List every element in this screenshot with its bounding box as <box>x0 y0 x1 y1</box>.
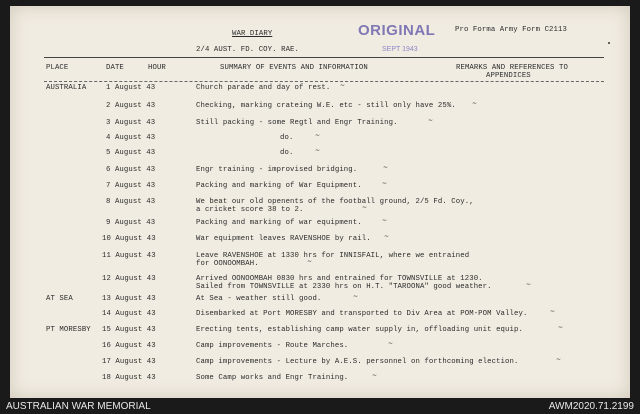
entry-date: 17 August 43 <box>102 358 156 366</box>
entry-summary-line: Packing and marking of War Equipment. <box>196 182 362 190</box>
initials-mark: ~ <box>388 340 394 347</box>
diary-page <box>10 6 630 398</box>
initials-mark: ~ <box>307 258 313 265</box>
entry-date: 5 August 43 <box>106 149 156 157</box>
entry-summary-line: Some Camp works and Engr Training. <box>196 374 349 382</box>
column-header-remarks: REMARKS AND REFERENCES TO <box>456 64 568 72</box>
diary-title: WAR DIARY <box>232 30 273 38</box>
original-stamp: ORIGINAL <box>358 22 436 39</box>
entry-summary-line: Church parade and day of rest. <box>196 84 331 92</box>
column-header-place: PLACE <box>46 64 69 72</box>
entry-summary-line: Engr training - improvised bridging. <box>196 166 358 174</box>
header-rule-top <box>44 57 604 58</box>
initials-mark: ~ <box>315 132 321 139</box>
initials-mark: ~ <box>340 82 346 89</box>
entry-summary-line: do. <box>280 149 294 157</box>
header-rule-bottom <box>44 81 604 82</box>
entry-date: 11 August 43 <box>102 252 156 260</box>
entry-place: PT MORESBY <box>46 326 91 334</box>
initials-mark: ~ <box>372 372 378 379</box>
entry-date: 4 August 43 <box>106 134 156 142</box>
initials-mark: ~ <box>428 117 434 124</box>
entry-place: AUSTRALIA <box>46 84 87 92</box>
footer-source: AUSTRALIAN WAR MEMORIAL <box>6 401 151 412</box>
initials-mark: ~ <box>382 180 388 187</box>
entry-date: 16 August 43 <box>102 342 156 350</box>
stamp-date: SEPT 1943 <box>382 46 418 53</box>
entry-summary-line: Leave RAVENSHOE at 1330 hrs for INNISFAIL, where we entrained <box>196 252 470 260</box>
entry-date: 2 August 43 <box>106 102 156 110</box>
column-header-appendices: APPENDICES <box>486 72 531 80</box>
entry-date: 8 August 43 <box>106 198 156 206</box>
entry-place: AT SEA <box>46 295 73 303</box>
initials-mark: ~ <box>362 204 368 211</box>
entry-summary-line: Erecting tents, establishing camp water supply in, offloading unit equip. <box>196 326 523 334</box>
initials-mark: ~ <box>526 281 532 288</box>
entry-date: 10 August 43 <box>102 235 156 243</box>
entry-summary-line: a cricket score 38 to 2. <box>196 206 304 214</box>
initials-mark: ~ <box>382 217 388 224</box>
initials-mark: ~ <box>472 100 478 107</box>
column-header-hour: HOUR <box>148 64 166 72</box>
entry-summary-line: Packing and marking of war equipment. <box>196 219 362 227</box>
entry-summary-line: Camp improvements - Route Marches. <box>196 342 349 350</box>
entry-summary-line: Camp improvements - Lecture by A.E.S. personnel on forthcoming election. <box>196 358 519 366</box>
initials-mark: ~ <box>315 147 321 154</box>
unit-name: 2/4 AUST. FD. COY. RAE. <box>196 46 300 54</box>
entry-summary-line: Sailed from TOWNSVILLE at 2330 hrs on H.T. "TAROONA" good weather. <box>196 283 492 291</box>
entry-date: 3 August 43 <box>106 119 156 127</box>
initials-mark: ~ <box>558 324 564 331</box>
entry-summary-line: Checking, marking crateing W.E. etc - still only have 25%. <box>196 102 456 110</box>
entry-date: 18 August 43 <box>102 374 156 382</box>
army-form-label: Pro Forma Army Form C2113 <box>455 26 567 34</box>
entry-date: 15 August 43 <box>102 326 156 334</box>
page-mark <box>608 42 610 44</box>
entry-summary-line: Still packing - some Regtl and Engr Training. <box>196 119 398 127</box>
column-header-date: DATE <box>106 64 124 72</box>
entry-summary-line: Arrived OONOOMBAH 0830 hrs and entrained for TOWNSVILLE at 1230. <box>196 275 483 283</box>
entry-summary-line: do. <box>280 134 294 142</box>
entry-summary-line: War equipment leaves RAVENSHOE by rail. <box>196 235 371 243</box>
entry-summary-line: for OONOOMBAH. <box>196 260 259 268</box>
entry-date: 13 August 43 <box>102 295 156 303</box>
initials-mark: ~ <box>556 356 562 363</box>
entry-date: 14 August 43 <box>102 310 156 318</box>
footer-accession: AWM2020.71.2199 <box>548 401 634 412</box>
entry-date: 6 August 43 <box>106 166 156 174</box>
initials-mark: ~ <box>384 233 390 240</box>
entry-date: 1 August 43 <box>106 84 156 92</box>
initials-mark: ~ <box>383 164 389 171</box>
entry-summary-line: Disembarked at Port MORESBY and transported to Div Area at POM-POM Valley. <box>196 310 528 318</box>
entry-summary-line: We beat our old openents of the football ground, 2/5 Fd. Coy., <box>196 198 474 206</box>
entry-summary-line: At Sea - weather still good. <box>196 295 322 303</box>
initials-mark: ~ <box>353 293 359 300</box>
entry-date: 9 August 43 <box>106 219 156 227</box>
entry-date: 7 August 43 <box>106 182 156 190</box>
initials-mark: ~ <box>550 308 556 315</box>
column-header-summary: SUMMARY OF EVENTS AND INFORMATION <box>220 64 368 72</box>
entry-date: 12 August 43 <box>102 275 156 283</box>
